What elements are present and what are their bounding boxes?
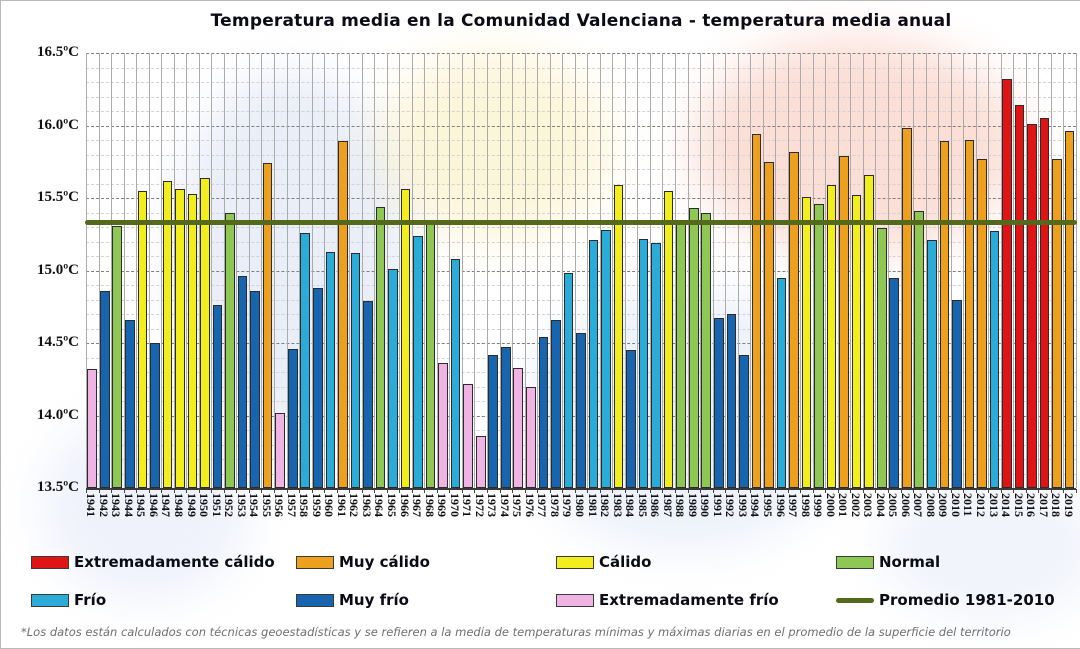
x-tick-label-1947: 1947 [159, 493, 174, 517]
x-tick-label-2011: 2011 [961, 493, 976, 517]
legend-item-extremadamente_frio [556, 590, 779, 610]
x-tick-label-1958: 1958 [297, 493, 312, 517]
legend-swatch-promedio [836, 598, 874, 603]
bar-1955 [263, 163, 273, 488]
x-tick-label-1948: 1948 [171, 493, 186, 517]
legend-label-extremadamente_frio: Extremadamente frío [599, 591, 779, 609]
x-tick-label-1957: 1957 [284, 493, 299, 517]
legend-item-promedio [836, 590, 1055, 610]
x-tick-label-1942: 1942 [96, 493, 111, 517]
bar-1979 [564, 273, 574, 488]
x-tick-label-1969: 1969 [435, 493, 450, 517]
x-tick-label-1997: 1997 [786, 493, 801, 517]
bar-1987 [664, 191, 674, 488]
bar-1985 [639, 239, 649, 488]
bar-1946 [150, 343, 160, 488]
bar-1947 [163, 181, 173, 488]
bar-1957 [288, 349, 298, 488]
x-tick-label-1998: 1998 [798, 493, 813, 517]
bar-2009 [940, 141, 950, 488]
y-tick-label: 13.5ºC [36, 479, 79, 495]
bar-1994 [752, 134, 762, 488]
x-tick-label-1992: 1992 [723, 493, 738, 517]
bar-1984 [626, 350, 636, 488]
x-tick-label-2014: 2014 [999, 493, 1014, 517]
bar-1975 [513, 368, 523, 488]
bar-2014 [1002, 79, 1012, 488]
x-tick-label-1973: 1973 [485, 493, 500, 517]
bar-2019 [1065, 131, 1075, 488]
footnote: *Los datos están calculados con técnicas geoestadísticas y se refieren a la media de temperaturas mínimas y máximas diarias en el promedio de la superficie del territorio [21, 625, 1011, 639]
bar-2011 [965, 140, 975, 488]
bar-1945 [138, 191, 148, 488]
x-tick-label-1967: 1967 [410, 493, 425, 517]
promedio-reference-line [85, 220, 1077, 225]
x-tick-label-1972: 1972 [472, 493, 487, 517]
x-tick-label-1975: 1975 [510, 493, 525, 517]
legend-swatch-extremadamente_frio [556, 594, 594, 607]
y-tick-label: 14.5ºC [36, 334, 79, 350]
x-tick-label-1980: 1980 [573, 493, 587, 517]
x-tick-label-1976: 1976 [522, 493, 537, 517]
gridline-minor [86, 169, 1076, 170]
bar-2016 [1027, 124, 1037, 488]
plot-area [86, 53, 1076, 490]
legend-swatch-extremadamente_calido [31, 556, 69, 569]
bar-1980 [576, 333, 586, 488]
bar-1965 [388, 269, 398, 488]
gridline-minor [86, 140, 1076, 141]
legend-label-normal: Normal [879, 553, 941, 571]
bar-1973 [488, 355, 498, 488]
bar-1956 [275, 413, 285, 488]
legend-label-promedio: Promedio 1981-2010 [879, 591, 1055, 609]
bar-2018 [1052, 159, 1062, 488]
x-tick-label-2010: 2010 [948, 493, 963, 517]
bar-2004 [877, 228, 887, 488]
bar-1999 [814, 204, 824, 488]
legend-swatch-muy_frio [296, 594, 334, 607]
x-tick-label-1971: 1971 [460, 493, 475, 517]
bar-2001 [839, 156, 849, 488]
x-tick-label-1985: 1985 [635, 493, 650, 517]
bar-1944 [125, 320, 135, 488]
bar-2013 [990, 231, 1000, 488]
x-tick-label-2016: 2016 [1024, 493, 1039, 517]
x-tick-label-1996: 1996 [773, 493, 788, 517]
x-tick-label-1954: 1954 [247, 493, 262, 517]
bar-1959 [313, 288, 323, 488]
bar-1977 [539, 337, 549, 488]
bar-1964 [376, 207, 386, 488]
bar-1961 [338, 141, 348, 488]
x-tick-label-1988: 1988 [673, 493, 688, 517]
gridline-vertical [474, 53, 475, 488]
x-tick-label-2017: 2017 [1036, 493, 1051, 517]
chart-title: Temperatura media en la Comunidad Valenciana - temperatura media anual [210, 11, 952, 31]
legend-swatch-muy_calido [296, 556, 334, 569]
bar-1967 [413, 236, 423, 488]
y-tick-label: 15.0ºC [36, 261, 79, 278]
bar-2005 [889, 278, 899, 488]
x-tick-label-1966: 1966 [397, 493, 412, 517]
bar-1941 [87, 369, 97, 488]
x-tick-label-2013: 2013 [986, 493, 1001, 517]
bar-1942 [100, 291, 110, 488]
x-tick-label-1999: 1999 [811, 493, 826, 517]
x-tick-label-1941: 1941 [84, 493, 99, 517]
bar-1970 [451, 259, 461, 488]
x-tick-label-2002: 2002 [848, 493, 863, 517]
x-tick-label-1984: 1984 [623, 493, 638, 517]
x-tick-label-2000: 2000 [823, 493, 838, 517]
bar-1976 [526, 387, 536, 489]
x-tick-label-1994: 1994 [748, 493, 763, 517]
bar-1960 [326, 252, 336, 488]
x-tick-label-1986: 1986 [648, 493, 663, 517]
legend-item-calido [556, 552, 651, 572]
x-tick-label-1989: 1989 [685, 493, 700, 517]
x-tick-label-2015: 2015 [1011, 493, 1026, 517]
legend-label-frio: Frío [74, 591, 107, 609]
x-tick-label-1951: 1951 [209, 493, 224, 517]
gridline-minor [86, 155, 1076, 156]
bar-1990 [701, 213, 711, 489]
bar-1995 [764, 162, 774, 488]
bar-1952 [225, 213, 235, 489]
bar-1991 [714, 318, 724, 488]
x-tick-label-1987: 1987 [660, 493, 675, 517]
legend-label-calido: Cálido [599, 553, 652, 571]
x-tick-label-1963: 1963 [359, 493, 374, 517]
y-tick-label: 16.5ºC [36, 44, 79, 60]
x-tick-label-1991: 1991 [710, 493, 725, 517]
bar-1948 [175, 189, 185, 488]
gridline-minor [86, 82, 1076, 83]
y-tick-label: 16.0ºC [36, 116, 79, 133]
y-tick-label: 14.0ºC [36, 406, 79, 423]
x-tick-label-1959: 1959 [309, 493, 324, 517]
x-tick-label-1979: 1979 [560, 493, 575, 517]
legend-label-muy_calido: Muy cálido [339, 553, 430, 571]
x-tick-label-1978: 1978 [547, 493, 562, 517]
x-tick-label-1981: 1981 [585, 493, 600, 517]
x-tick-label-2012: 2012 [974, 493, 988, 517]
legend-swatch-normal [836, 556, 874, 569]
bar-2010 [952, 300, 962, 489]
x-axis-tick [1076, 489, 1077, 493]
gridline-vertical [1076, 53, 1077, 488]
bar-1988 [676, 224, 686, 488]
x-tick-label-1949: 1949 [184, 493, 199, 517]
bar-1996 [777, 278, 787, 488]
legend-item-muy_calido [296, 552, 430, 572]
bar-1983 [614, 185, 624, 488]
bar-1969 [438, 363, 448, 488]
x-tick-label-1945: 1945 [134, 493, 149, 517]
gridline-major [86, 198, 1076, 199]
bar-1963 [363, 301, 373, 488]
bar-1953 [238, 276, 248, 488]
bar-1998 [802, 197, 812, 488]
bar-1992 [727, 314, 737, 488]
bar-1962 [351, 253, 361, 488]
bar-2002 [852, 195, 862, 488]
bar-1981 [589, 240, 599, 488]
bar-1982 [601, 230, 611, 488]
x-tick-label-1982: 1982 [598, 493, 613, 517]
legend-label-muy_frio: Muy frío [339, 591, 409, 609]
x-tick-label-2003: 2003 [861, 493, 876, 517]
x-tick-label-1962: 1962 [347, 493, 362, 517]
gridline-minor [86, 111, 1076, 112]
bar-1971 [463, 384, 473, 488]
legend-item-normal [836, 552, 940, 572]
bar-2017 [1040, 118, 1050, 488]
gridline-major [86, 126, 1076, 127]
bar-1949 [188, 194, 198, 488]
gridline-minor [86, 184, 1076, 185]
gridline-major [86, 53, 1076, 54]
bar-1968 [426, 220, 436, 488]
legend-label-extremadamente_calido: Extremadamente cálido [74, 553, 275, 571]
gridline-minor [86, 97, 1076, 98]
x-tick-label-1977: 1977 [535, 493, 550, 517]
x-tick-label-1961: 1961 [334, 493, 349, 517]
x-tick-label-1964: 1964 [372, 493, 387, 517]
x-tick-label-1993: 1993 [735, 493, 750, 517]
bar-1951 [213, 305, 223, 488]
legend-swatch-calido [556, 556, 594, 569]
x-tick-label-2006: 2006 [898, 493, 913, 517]
bar-2000 [827, 185, 837, 488]
x-tick-label-2005: 2005 [886, 493, 901, 517]
x-tick-label-1968: 1968 [422, 493, 437, 517]
x-tick-label-1950: 1950 [197, 493, 212, 517]
bar-2012 [977, 159, 987, 488]
x-tick-label-1960: 1960 [322, 493, 337, 517]
x-tick-label-1946: 1946 [146, 493, 161, 517]
x-tick-label-2019: 2019 [1061, 493, 1076, 517]
x-tick-label-1944: 1944 [121, 493, 136, 517]
bar-2007 [914, 211, 924, 488]
x-tick-label-2004: 2004 [873, 493, 888, 517]
x-tick-label-1943: 1943 [109, 493, 124, 517]
x-tick-label-1952: 1952 [222, 493, 237, 517]
x-tick-label-1953: 1953 [234, 493, 249, 517]
legend-item-extremadamente_calido [31, 552, 275, 572]
y-tick-label: 15.5ºC [36, 189, 79, 205]
x-tick-label-1983: 1983 [610, 493, 625, 517]
bar-1993 [739, 355, 749, 488]
bar-2008 [927, 240, 937, 488]
bar-1989 [689, 208, 699, 488]
legend-item-frio [31, 590, 106, 610]
bar-2015 [1015, 105, 1025, 488]
bar-1966 [401, 189, 411, 488]
x-tick-label-1955: 1955 [259, 493, 274, 517]
x-tick-label-1995: 1995 [760, 493, 775, 517]
legend-swatch-frio [31, 594, 69, 607]
x-tick-label-1970: 1970 [447, 493, 462, 517]
x-tick-label-1974: 1974 [497, 493, 512, 517]
legend-item-muy_frio [296, 590, 409, 610]
x-tick-label-1990: 1990 [698, 493, 713, 517]
bar-1954 [250, 291, 260, 488]
gridline-minor [86, 68, 1076, 69]
x-tick-label-2001: 2001 [836, 493, 851, 517]
x-tick-label-2008: 2008 [923, 493, 938, 517]
x-tick-label-2009: 2009 [936, 493, 951, 517]
bar-1943 [112, 226, 122, 488]
x-tick-label-2007: 2007 [911, 493, 926, 517]
bar-2006 [902, 128, 912, 488]
x-tick-label-2018: 2018 [1049, 493, 1064, 517]
bar-1978 [551, 320, 561, 488]
bar-1997 [789, 152, 799, 488]
x-tick-label-1956: 1956 [272, 493, 287, 517]
bar-1972 [476, 436, 486, 488]
bar-1958 [300, 233, 310, 488]
bar-1986 [651, 243, 661, 488]
x-tick-label-1965: 1965 [385, 493, 400, 517]
bar-1974 [501, 347, 511, 488]
